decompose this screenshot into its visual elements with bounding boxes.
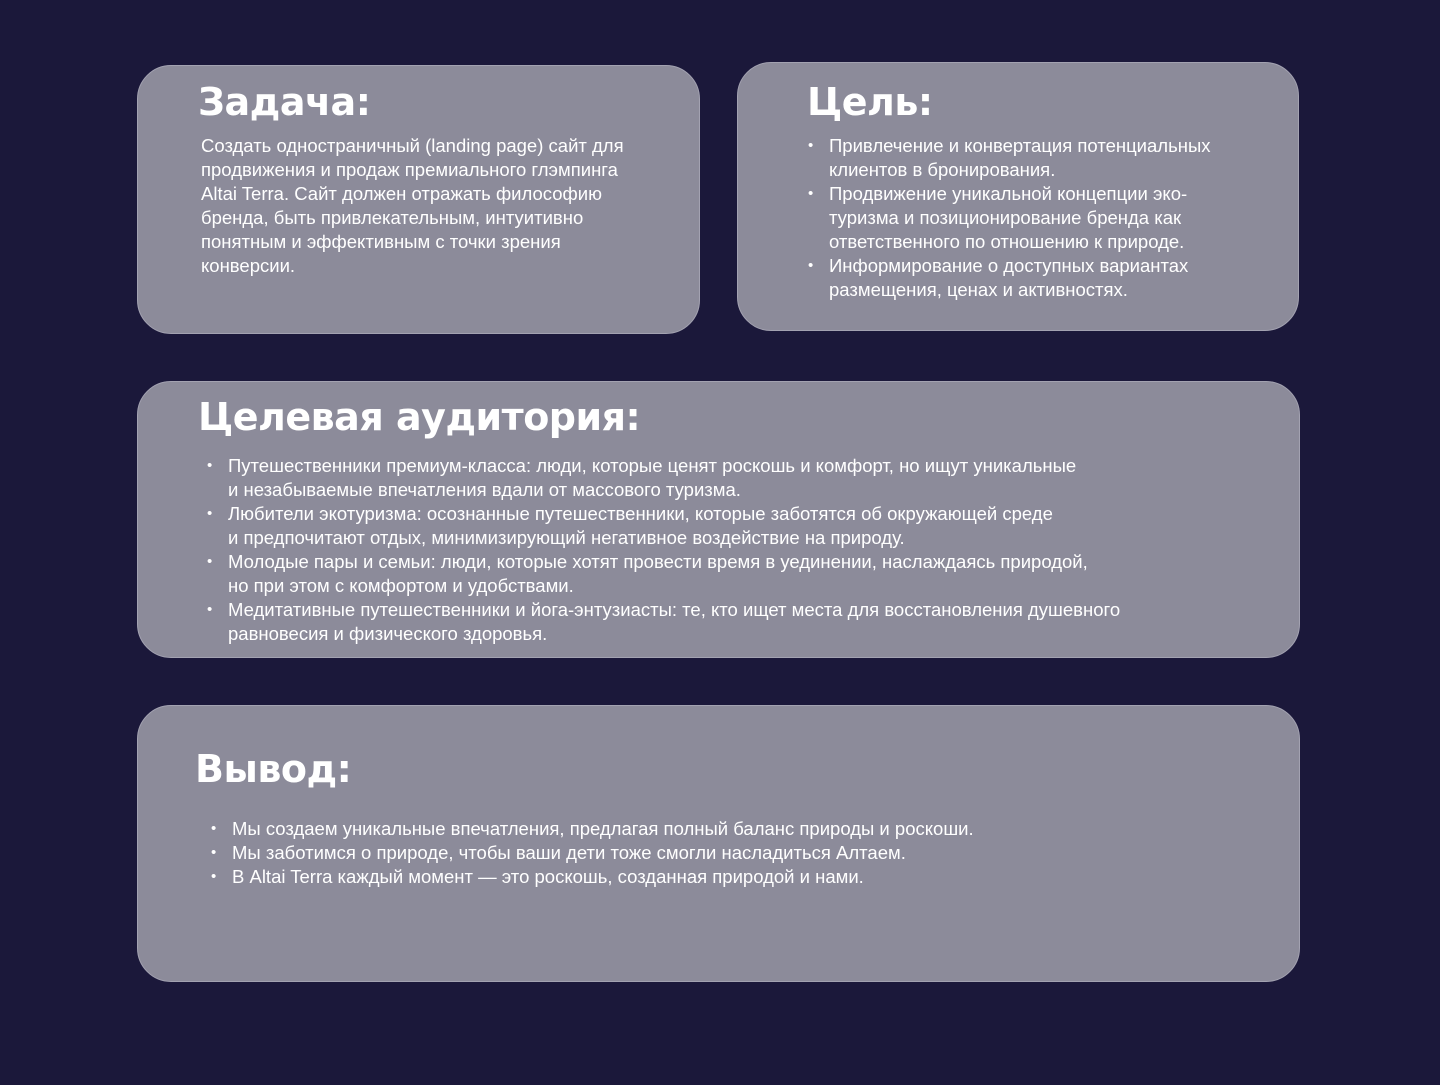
audience-item-line: и предпочитают отдых, минимизирующий негативное воздействие на природу. [228,527,905,548]
audience-item-line: Любители экотуризма: осознанные путешественники, которые заботятся об окружающей среде [228,503,1053,524]
audience-item [207,502,1120,550]
audience-title: Целевая аудитория: [198,395,641,439]
conclusion-card [137,705,1300,982]
audience-item-line: но при этом с комфортом и удобствами. [228,575,574,596]
task-card [137,65,700,334]
audience-item [207,454,1120,502]
audience-item-line: Молодые пары и семьи: люди, которые хотят провести время в уединении, наслаждаясь природой, [228,551,1088,572]
conclusion-item: • В Altai Terra каждый момент — это роскошь, созданная природой и нами. [211,865,974,889]
conclusion-item: • Мы заботимся о природе, чтобы ваши дети тоже смогли насладиться Алтаем. [211,841,974,865]
audience-item-line: Медитативные путешественники и йога-энтузиасты: те, кто ищет места для восстановления душевного [228,599,1121,620]
audience-card [137,381,1300,658]
conclusion-list [211,817,974,889]
goal-card [737,62,1299,331]
audience-item [207,550,1120,598]
audience-item-line: Путешественники премиум-класса: люди, которые ценят роскошь и комфорт, но ищут уникальные [228,455,1077,476]
task-text: Создать одностраничный (landing page) сайт для продвижения и продаж премиального глэмпинга Altai Terra. Сайт должен отражать философию бренда, быть привлекательным, интуитивно понятным и эффективным с точки зрения конверсии. [201,135,624,276]
goal-item: • Привлечение и конвертация потенциальных клиентов в бронирования. [808,134,1228,182]
goal-item: • Продвижение уникальной концепции эко-туризма и позиционирование бренда как ответственного по отношению к природе. [808,182,1228,254]
audience-list [207,454,1120,646]
audience-item-line: и незабываемые впечатления вдали от массового туризма. [228,479,741,500]
goal-list [808,134,1228,302]
audience-item-line: равновесия и физического здоровья. [228,623,548,644]
goal-title: Цель: [807,80,933,124]
goal-item: • Информирование о доступных вариантах размещения, ценах и активностях. [808,254,1228,302]
task-title: Задача: [198,80,371,124]
audience-item [207,598,1120,646]
conclusion-item: • Мы создаем уникальные впечатления, предлагая полный баланс природы и роскоши. [211,817,974,841]
conclusion-title: Вывод: [195,747,352,791]
